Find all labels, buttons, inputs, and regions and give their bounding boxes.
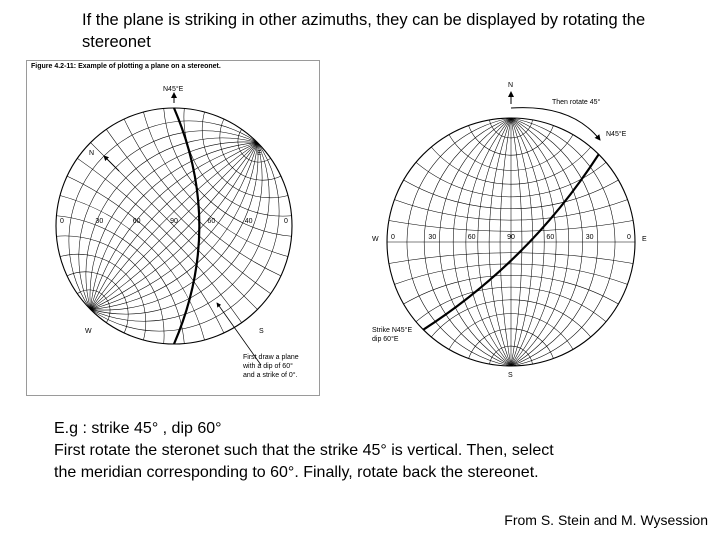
right-result-line-1: Strike N45°E (372, 327, 413, 334)
left-parallel-lines (49, 83, 299, 383)
left-stereonet (49, 83, 299, 383)
scale-label: 30 (428, 234, 437, 241)
right-label-south: S (508, 372, 513, 379)
scale-label: 90 (507, 234, 515, 241)
scale-label: 90 (170, 218, 178, 225)
right-stereonet (342, 74, 682, 384)
left-figure-panel (26, 60, 320, 396)
credit-text: From S. Stein and M. Wysession (504, 512, 708, 528)
slide-title: If the plane is striking in other azimuths, they can be displayed by rotating the stereonet (82, 11, 646, 51)
scale-label: 40 (244, 218, 253, 225)
scale-label: 0 (60, 218, 64, 225)
left-label-upper-right: E (257, 150, 262, 157)
right-scale-row (391, 234, 631, 241)
left-label-upper-left: N (89, 150, 95, 157)
left-plane-great-circle (174, 108, 199, 344)
right-label-west: W (372, 236, 379, 243)
right-label-east: E (642, 236, 647, 243)
scale-label: 0 (627, 234, 631, 241)
scale-label: 30 (585, 234, 594, 241)
scale-label: 30 (95, 218, 104, 225)
scale-label: 60 (207, 218, 216, 225)
left-label-lower-right: S (259, 328, 264, 335)
left-meridian-lines (49, 83, 299, 383)
explanation-line-3: the meridian corresponding to 60°. Finally, rotate back the stereonet. (54, 464, 539, 481)
right-rotate-note: Then rotate 45° (552, 99, 601, 106)
explanation-line-1: E.g : strike 45° , dip 60° (54, 420, 222, 437)
scale-label: 60 (467, 234, 476, 241)
left-note-line-1: First draw a plane (243, 354, 299, 361)
right-label-north: N (508, 82, 514, 89)
left-note-line-2: with a dip of 60° (243, 363, 293, 370)
left-note-line-3: and a strike of 0°. (243, 372, 298, 379)
left-dir-arrow-n (104, 156, 119, 171)
left-label-lower-left: W (85, 328, 92, 335)
figure-caption: Figure 4.2-11: Example of plotting a plane on a stereonet. (31, 63, 221, 70)
scale-label: 60 (546, 234, 555, 241)
right-result-line-2: dip 60°E (372, 336, 399, 343)
scale-label: 0 (391, 234, 395, 241)
scale-label: 60 (132, 218, 141, 225)
left-label-top: N45°E (163, 86, 184, 93)
explanation-line-2: First rotate the steronet such that the strike 45° is vertical. Then, select (54, 442, 554, 459)
right-strike-mark: N45°E (606, 131, 627, 138)
scale-label: 0 (284, 218, 288, 225)
explanation-text (54, 418, 694, 484)
